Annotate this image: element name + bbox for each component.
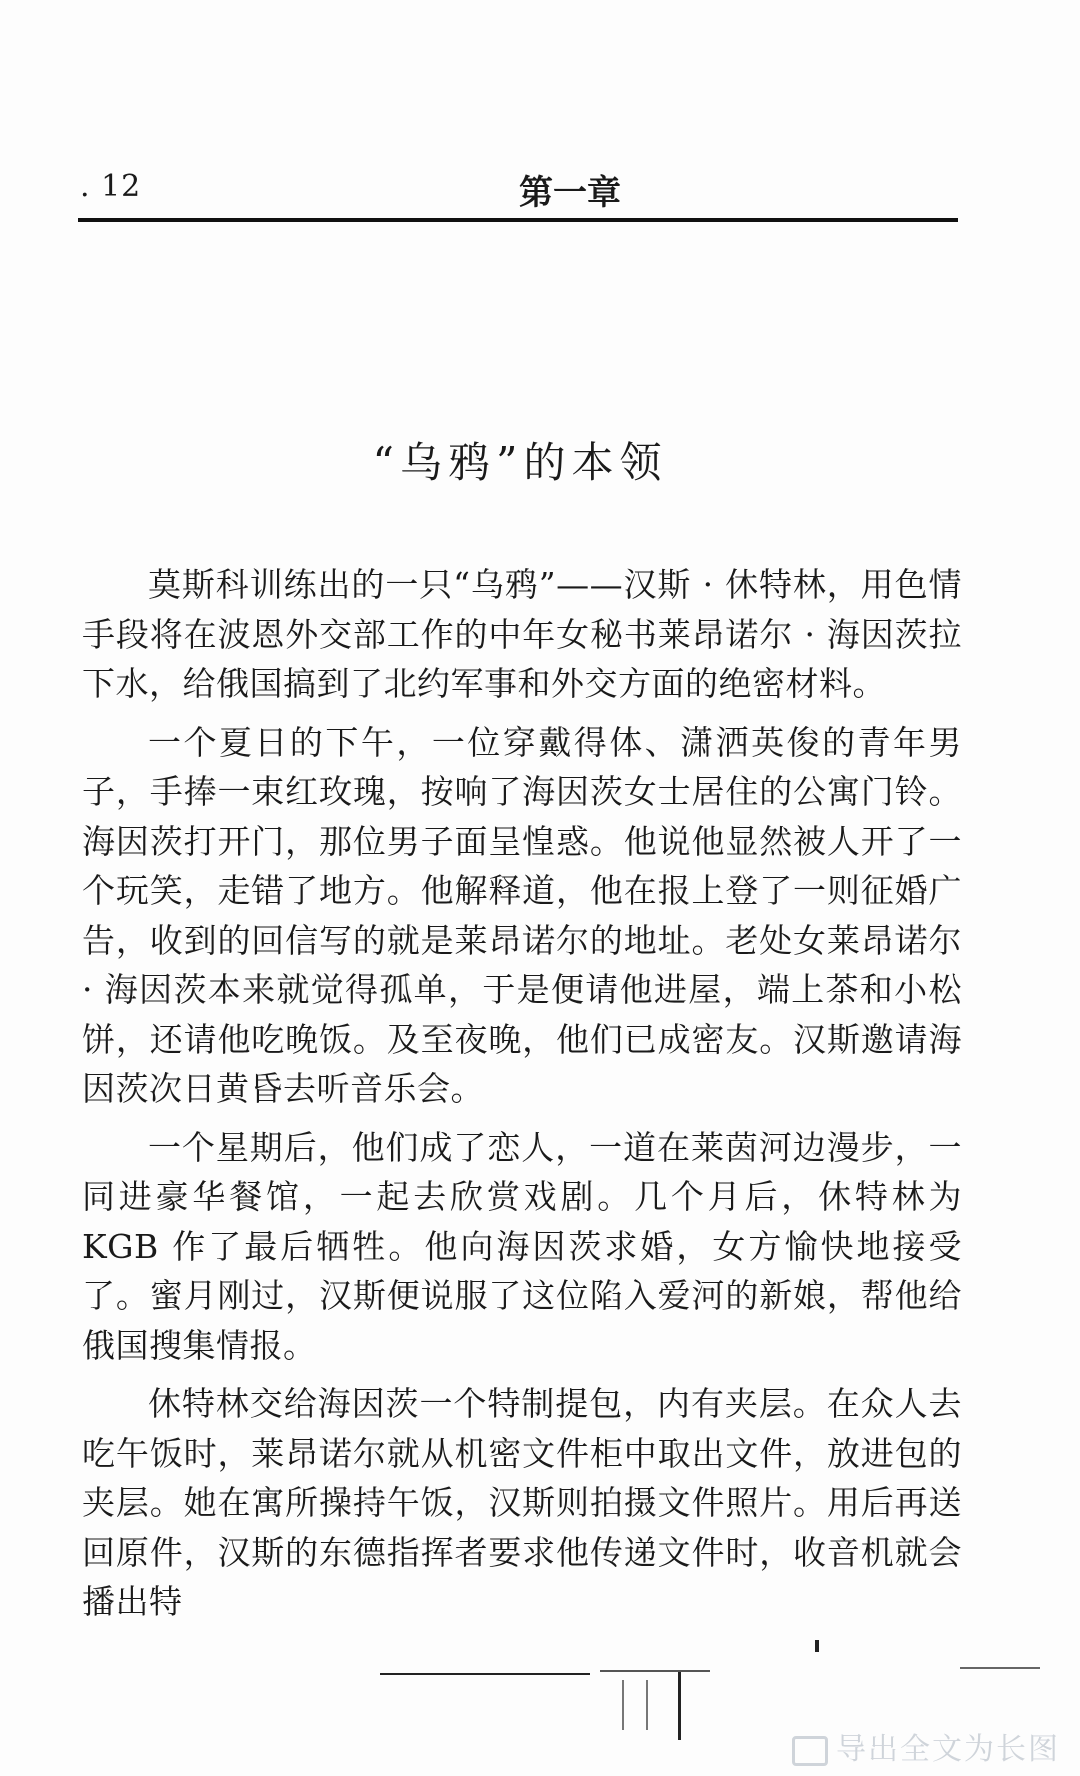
scan-line bbox=[678, 1672, 681, 1740]
scan-line bbox=[622, 1680, 624, 1730]
section-title: “乌鸦”的本领 bbox=[372, 438, 668, 487]
image-icon bbox=[792, 1736, 828, 1766]
scan-line bbox=[380, 1673, 590, 1675]
body-text bbox=[82, 560, 962, 1636]
paragraph: 一个星期后，他们成了恋人，一道在莱茵河边漫步，一同进豪华餐馆，一起去欣赏戏剧。几个月后，休特林为 KGB 作了最后牺牲。他向海因茨求婚，女方愉快地接受了。蜜月刚过，汉斯便说服了这位陷入爱河的新娘，帮他给俄国搜集情报。 bbox=[82, 1127, 962, 1365]
scan-line bbox=[960, 1667, 1040, 1669]
scan-line bbox=[600, 1670, 710, 1672]
chapter-title: 第一章 bbox=[519, 173, 621, 213]
scan-dot bbox=[815, 1640, 819, 1652]
page-number: . 12 bbox=[80, 169, 142, 204]
scan-line bbox=[646, 1680, 648, 1730]
page-header bbox=[80, 165, 960, 215]
header-rule bbox=[78, 218, 958, 222]
watermark-label: 导出全文为长图 bbox=[836, 1732, 1060, 1767]
paragraph: 一个夏日的下午，一位穿戴得体、潇洒英俊的青年男子，手捧一束红玫瑰，按响了海因茨女士居住的公寓门铃。海因茨打开门，那位男子面呈惶惑。他说他显然被人开了一个玩笑，走错了地方。他解释道，他在报上登了一则征婚广告，收到的回信写的就是莱昂诺尔的地址。老处女莱昂诺尔 · 海因茨本来就觉得孤单，于是便请他进屋，端上茶和小松饼，还请他吃晚饭。及至夜晚，他们已成密友。汉斯邀请海因茨次日黄昏去听音乐会。 bbox=[82, 722, 962, 1108]
paragraph: 休特林交给海因茨一个特制提包，内有夹层。在众人去吃午饭时，莱昂诺尔就从机密文件柜中取出文件，放进包的夹层。她在寓所操持午饭，汉斯则拍摄文件照片。用后再送回原件，汉斯的东德指挥者要求他传递文件时，收音机就会播出特 bbox=[82, 1384, 962, 1621]
export-watermark[interactable] bbox=[792, 1724, 1060, 1768]
paragraph: 莫斯科训练出的一只“乌鸦”——汉斯 · 休特林，用色情手段将在波恩外交部工作的中年女秘书莱昂诺尔 · 海因茨拉下水，给俄国搞到了北约军事和外交方面的绝密材料。 bbox=[82, 565, 962, 703]
